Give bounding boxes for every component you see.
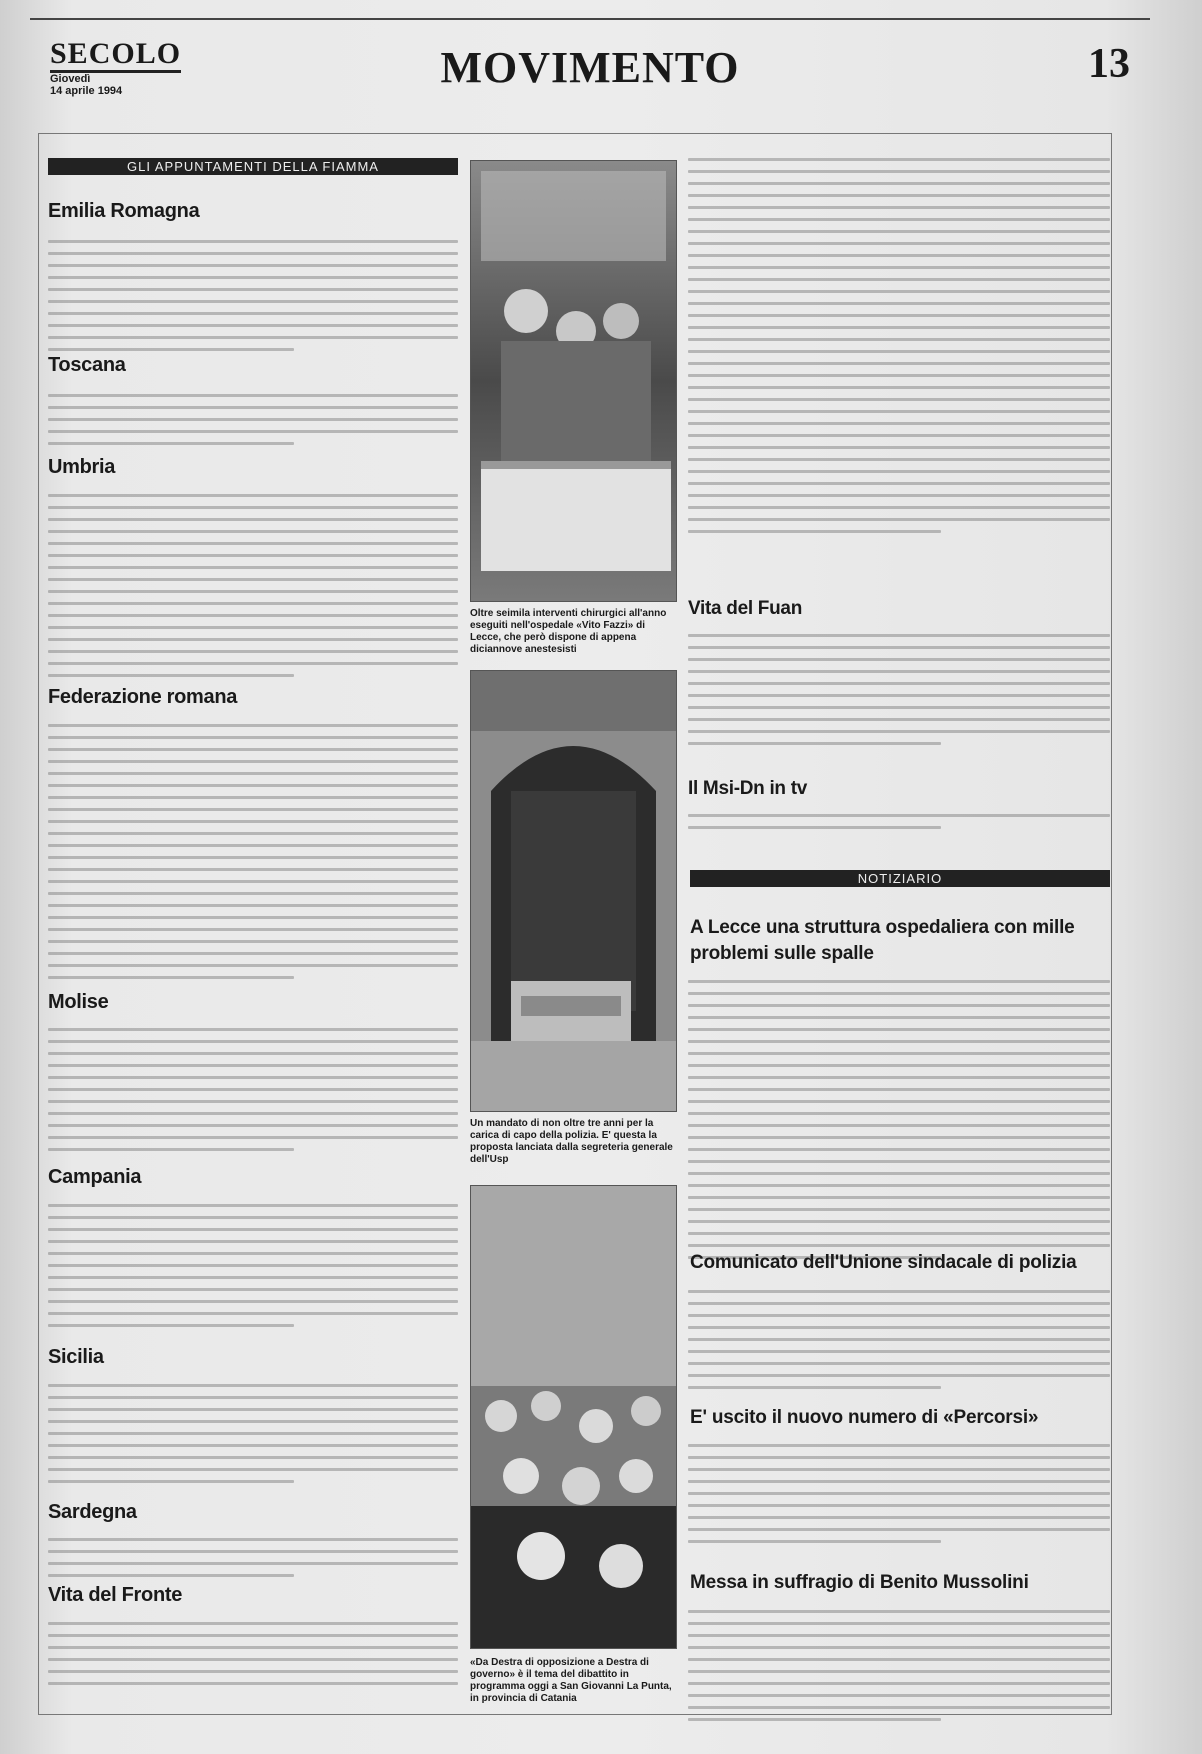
- region-heading: Sardegna: [48, 1501, 137, 1523]
- news-text: [688, 1444, 1110, 1552]
- page-number: 13: [1088, 41, 1130, 87]
- photo-caption: Un mandato di non oltre tre anni per la carica di capo della polizia. E' questa la proposta lanciata dalla segreteria generale dell'Usp: [470, 1118, 673, 1165]
- region-text: [48, 494, 458, 686]
- surgery-photo-image: [471, 161, 676, 601]
- news-headline: Messa in suffragio di Benito Mussolini: [690, 1572, 1029, 1593]
- news-headline: A Lecce una struttura ospedaliera con mille problemi sulle spalle: [690, 917, 1075, 964]
- section-title: MOVIMENTO: [440, 43, 740, 92]
- issue-day: Giovedì: [50, 73, 91, 85]
- region-text: [48, 394, 458, 454]
- news-text: [688, 1290, 1110, 1398]
- issue-date: 14 aprile 1994: [50, 85, 123, 97]
- region-text: [48, 240, 458, 360]
- subhead: Il Msi-Dn in tv: [688, 778, 808, 799]
- masthead: [30, 18, 1150, 115]
- news-text: [688, 980, 1110, 1268]
- news-headline: Comunicato dell'Unione sindacale di polizia: [690, 1252, 1077, 1273]
- surgery-photo: [470, 160, 677, 602]
- region-heading: Sicilia: [48, 1346, 104, 1368]
- news-text: [688, 1610, 1110, 1730]
- region-heading: Toscana: [48, 354, 126, 376]
- news-headline: E' uscito il nuovo numero di «Percorsi»: [690, 1407, 1039, 1428]
- region-heading: Vita del Fronte: [48, 1584, 183, 1606]
- region-text: [48, 1622, 458, 1694]
- crowd-photo: [470, 1185, 677, 1649]
- police-building-photo: [470, 670, 677, 1112]
- region-text: [48, 1384, 458, 1492]
- region-text: [48, 1028, 458, 1160]
- region-text: [48, 724, 458, 988]
- photo-caption: Oltre seimila interventi chirurgici all'anno eseguiti nell'ospedale «Vito Fazzi» di Lecce, che però dispone di appena diciannove anestesisti: [470, 608, 667, 655]
- subhead: Vita del Fuan: [688, 598, 802, 619]
- photo-caption: «Da Destra di opposizione a Destra di governo» è il tema del dibattito in programma oggi a San Giovanni La Punta, in provincia di Catania: [470, 1657, 672, 1704]
- region-heading: Molise: [48, 991, 109, 1013]
- brand-logo: SECOLO: [50, 38, 181, 73]
- region-heading: Federazione romana: [48, 686, 238, 708]
- appointments-banner: GLI APPUNTAMENTI DELLA FIAMMA: [48, 158, 458, 175]
- subhead-text: [688, 634, 1110, 754]
- region-heading: Emilia Romagna: [48, 200, 200, 222]
- police-building-photo-image: [471, 671, 676, 1111]
- appointments-column: [48, 158, 458, 1606]
- crowd-photo-image: [471, 1186, 676, 1648]
- region-text: [48, 1204, 458, 1336]
- notiziario-banner: NOTIZIARIO: [690, 870, 1110, 887]
- subhead-text: [688, 814, 1110, 838]
- region-heading: Umbria: [48, 456, 116, 478]
- region-heading: Campania: [48, 1166, 142, 1188]
- region-text: [48, 1538, 458, 1586]
- appointments-continued-text: [688, 158, 1110, 542]
